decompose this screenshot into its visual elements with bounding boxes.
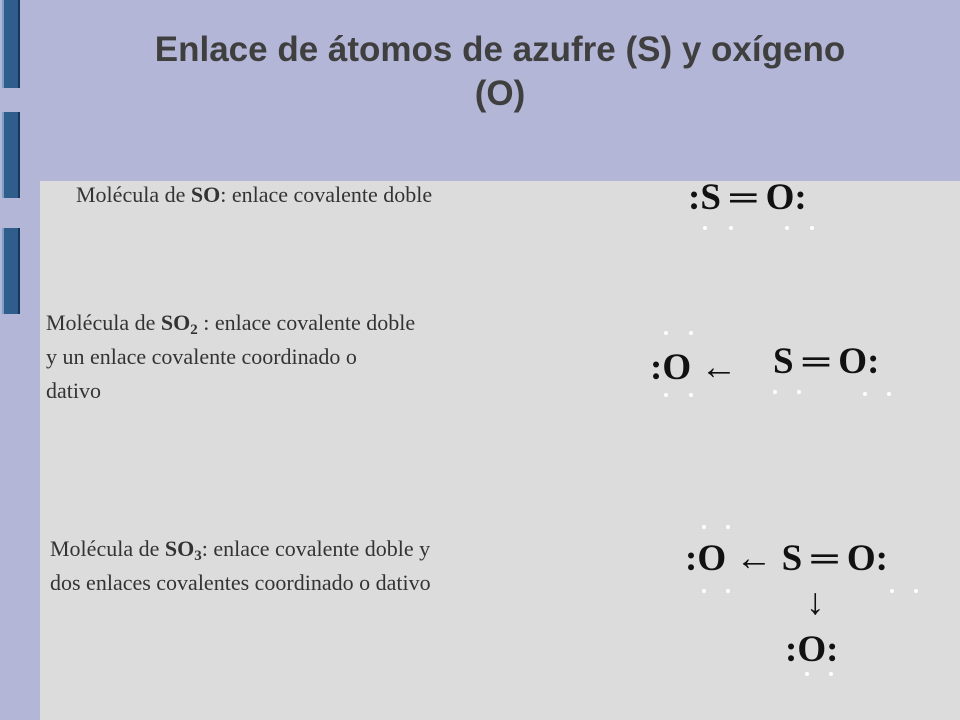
lone-pair-dot <box>797 390 801 394</box>
so2-line-2: y un enlace covalente coordinado o <box>46 344 357 369</box>
lone-pair-dot <box>785 226 789 230</box>
lone-pair-dot <box>726 589 730 593</box>
lone-pair-dot <box>810 226 814 230</box>
lone-pair-dot <box>914 589 918 593</box>
so3-line-2: dos enlaces covalentes coordinado o dativo <box>50 570 431 595</box>
so3-arrow-down: ↓ <box>806 582 825 623</box>
so2-formula: SO <box>160 310 191 335</box>
so3-subscript: 3 <box>194 548 202 564</box>
accent-bar-middle <box>2 112 20 198</box>
so3-suffix: : enlace covalente doble y <box>201 536 431 561</box>
accent-bar-top <box>2 0 20 88</box>
so-lewis-structure: :S ═ O: <box>688 177 807 218</box>
so-prefix: Molécula de <box>76 182 191 207</box>
lone-pair-dot <box>890 589 894 593</box>
lone-pair-dot <box>702 525 706 529</box>
title-line-1: Enlace de átomos de azufre (S) y oxígeno <box>154 30 846 69</box>
lone-pair-dot <box>664 331 668 335</box>
lone-pair-dot <box>664 393 668 397</box>
lone-pair-dot <box>729 226 733 230</box>
lone-pair-dot <box>805 672 809 676</box>
lone-pair-dot <box>829 672 833 676</box>
so2-lewis-right: S ═ O: <box>773 341 880 382</box>
lone-pair-dot <box>726 525 730 529</box>
so2-suffix: : enlace covalente doble <box>197 310 416 335</box>
so3-lewis-top: :O ← S ═ O: <box>685 538 888 579</box>
so-formula: SO <box>190 182 221 207</box>
lone-pair-dot <box>863 392 867 396</box>
so2-line-1 <box>46 306 606 340</box>
so-description <box>76 178 616 212</box>
so3-formula: SO <box>164 536 195 561</box>
slide-title <box>40 28 960 116</box>
lone-pair-dot <box>773 390 777 394</box>
so2-subscript: 2 <box>190 322 198 338</box>
lone-pair-dot <box>887 392 891 396</box>
lone-pair-dot <box>689 331 693 335</box>
so3-lewis-bottom: :O: <box>785 629 839 670</box>
so2-lewis-left: :O ← <box>650 347 738 388</box>
accent-bar-bottom <box>2 228 20 314</box>
so3-line-1 <box>50 532 630 566</box>
so3-prefix: Molécula de <box>50 536 165 561</box>
title-line-2: (O) <box>474 74 526 113</box>
so2-line-3: dativo <box>46 378 101 403</box>
so3-description <box>50 532 630 600</box>
so2-description <box>46 306 606 408</box>
lone-pair-dot <box>689 393 693 397</box>
lone-pair-dot <box>703 226 707 230</box>
so-suffix: : enlace covalente doble <box>220 182 433 207</box>
lone-pair-dot <box>702 589 706 593</box>
so2-prefix: Molécula de <box>46 310 161 335</box>
